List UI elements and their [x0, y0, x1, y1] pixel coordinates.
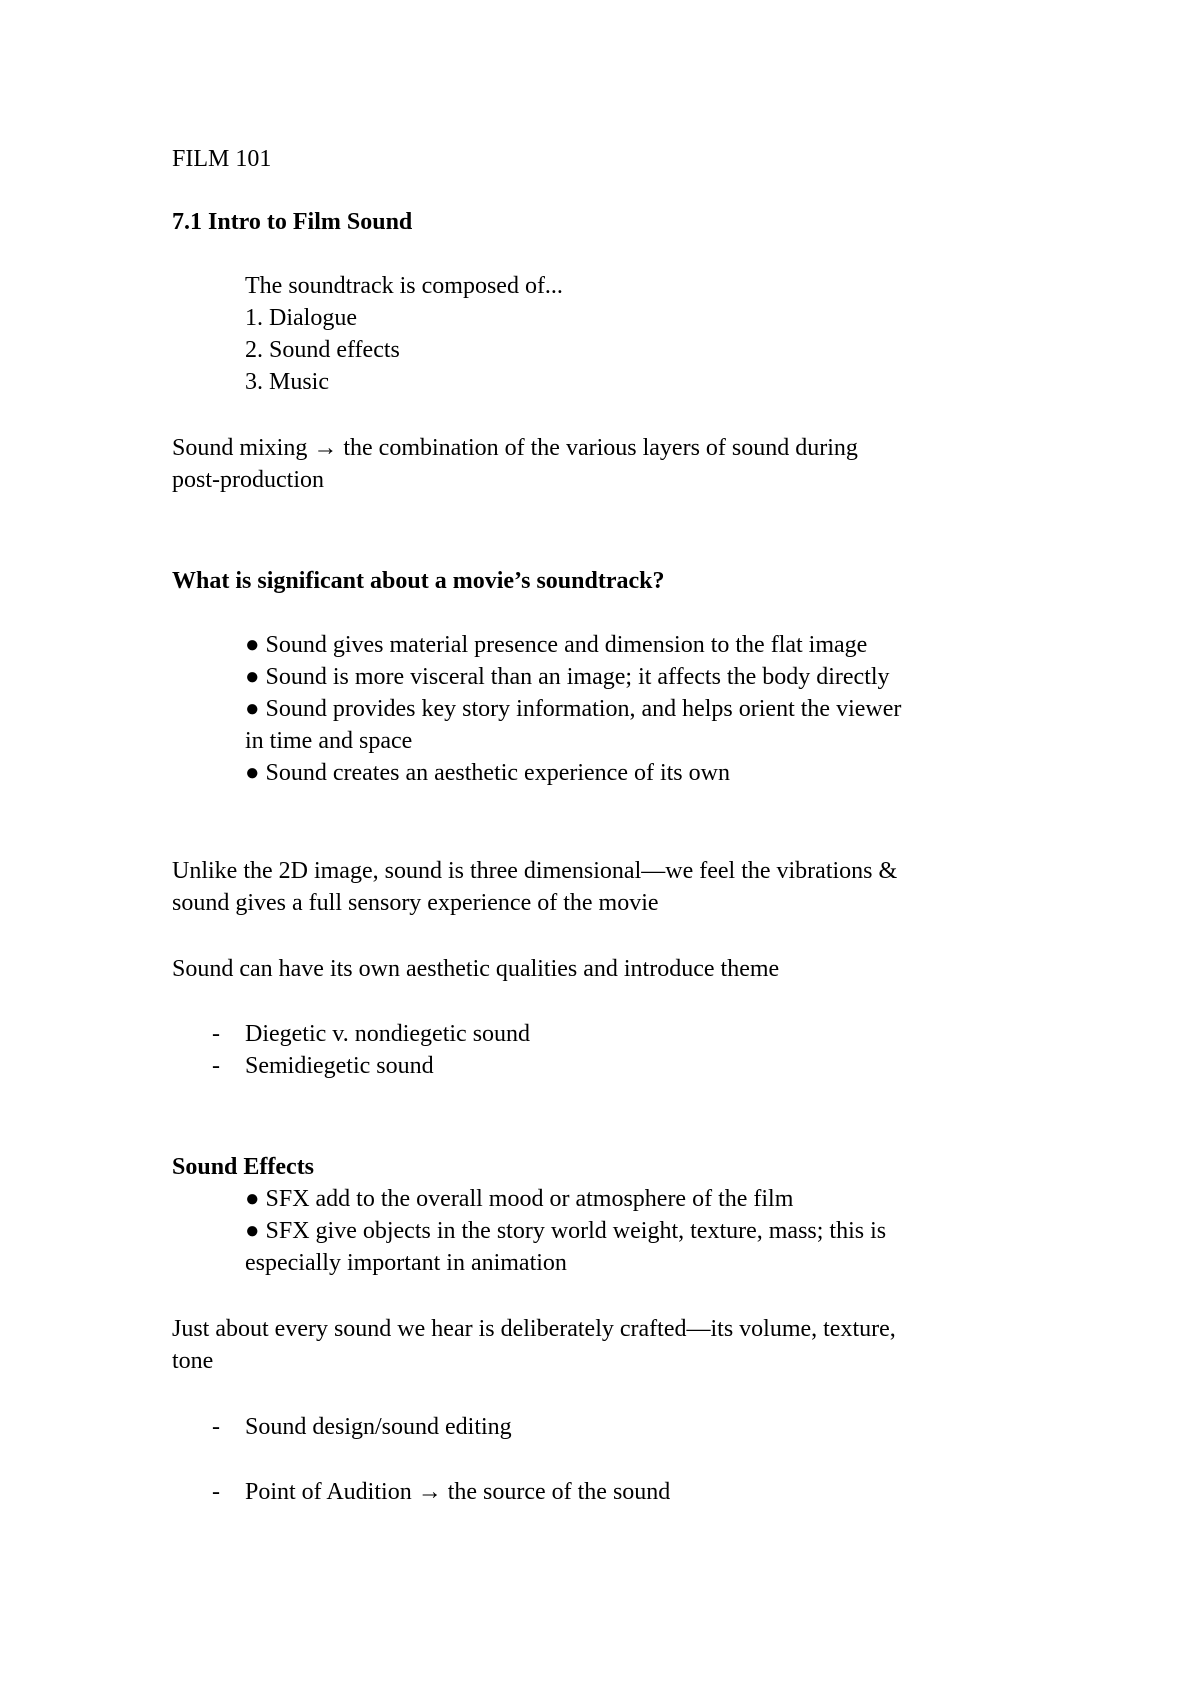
dash-item-point-of-audition: Point of Audition → the source of the sound	[245, 1479, 671, 1505]
dash-marker: -	[212, 1479, 220, 1505]
dash-marker: -	[212, 1414, 220, 1440]
dimension-line-1: Unlike the 2D image, sound is three dimensional—we feel the vibrations &	[172, 858, 898, 884]
course-label: FILM 101	[172, 146, 272, 172]
mixing-line-2: post-production	[172, 467, 324, 493]
soundtrack-item-3: 3. Music	[245, 369, 329, 395]
significance-heading: What is significant about a movie’s soundtrack?	[172, 568, 665, 594]
significance-bullet-1: ● Sound gives material presence and dimension to the flat image	[245, 632, 868, 658]
dash-marker: -	[212, 1021, 220, 1047]
dash-item-diegetic: Diegetic v. nondiegetic sound	[245, 1021, 531, 1047]
dash-item-semidiegetic: Semidiegetic sound	[245, 1053, 434, 1079]
dash-item-sound-design: Sound design/sound editing	[245, 1414, 512, 1440]
significance-bullet-4: ● Sound creates an aesthetic experience of its own	[245, 760, 730, 786]
soundtrack-intro: The soundtrack is composed of...	[245, 273, 563, 299]
effects-bullet-2: ● SFX give objects in the story world weight, texture, mass; this is	[245, 1218, 887, 1244]
dimension-line-2: sound gives a full sensory experience of the movie	[172, 890, 659, 916]
effects-heading: Sound Effects	[172, 1154, 315, 1180]
significance-bullet-3: ● Sound provides key story information, and helps orient the viewer	[245, 696, 902, 722]
aesthetic-text: Sound can have its own aesthetic qualities and introduce theme	[172, 956, 780, 982]
soundtrack-item-2: 2. Sound effects	[245, 337, 400, 363]
effects-bullet-2-cont: especially important in animation	[245, 1250, 567, 1276]
significance-bullet-3-cont: in time and space	[245, 728, 413, 754]
significance-bullet-2: ● Sound is more visceral than an image; it affects the body directly	[245, 664, 890, 690]
soundtrack-item-1: 1. Dialogue	[245, 305, 357, 331]
effects-bullet-1: ● SFX add to the overall mood or atmosphere of the film	[245, 1186, 794, 1212]
section-title: 7.1 Intro to Film Sound	[172, 209, 413, 235]
crafted-line-2: tone	[172, 1348, 214, 1374]
mixing-line-1: Sound mixing → the combination of the various layers of sound during	[172, 435, 858, 461]
crafted-line-1: Just about every sound we hear is deliberately crafted—its volume, texture,	[172, 1316, 896, 1342]
dash-marker: -	[212, 1053, 220, 1079]
